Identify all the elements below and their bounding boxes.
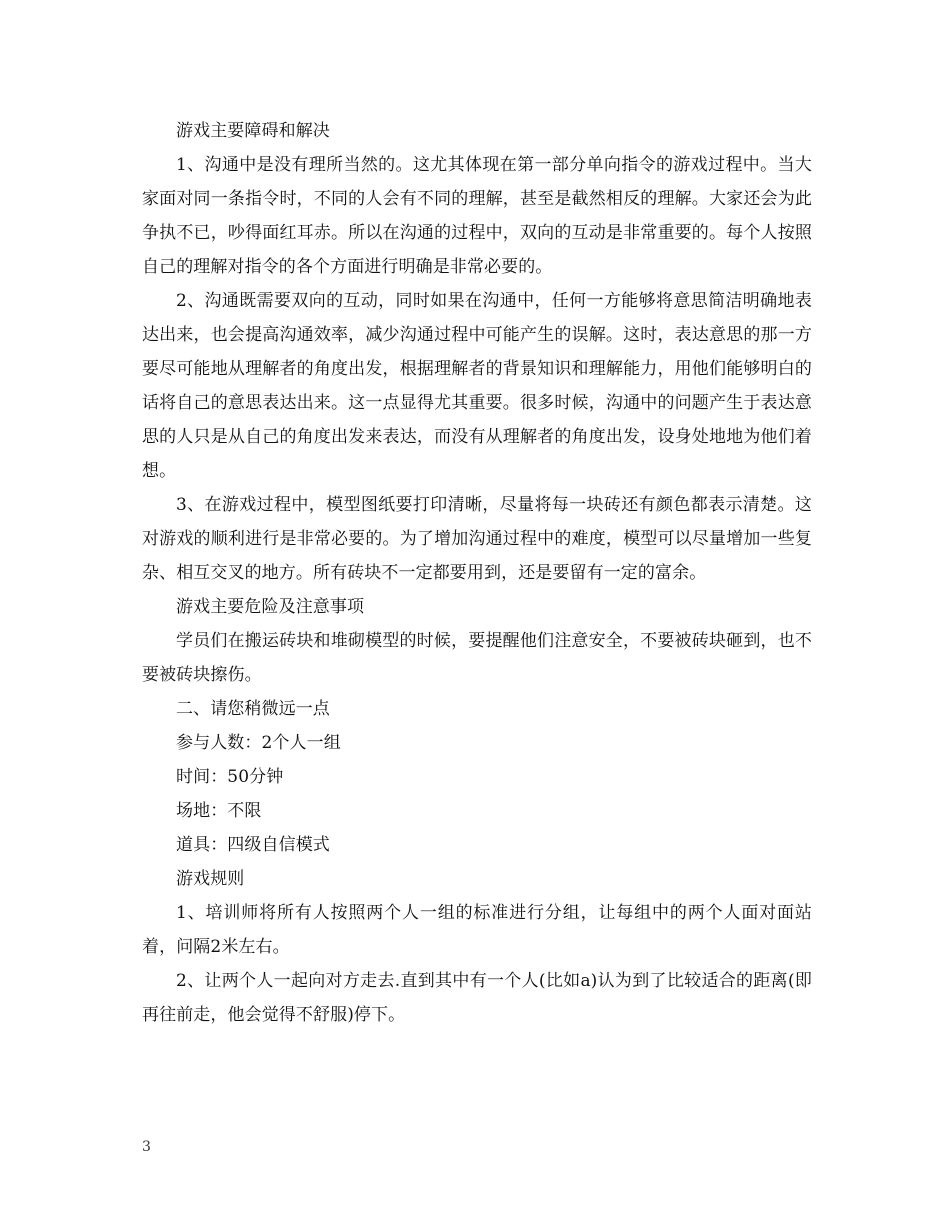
info-time: 时间：50分钟 xyxy=(176,767,284,787)
section-heading-rules: 游戏规则 xyxy=(176,869,245,889)
paragraph-point-1: 1、沟通中是没有理所当然的。这尤其体现在第一部分单向指令的游戏过程中。当大家面对同一条指令时，不同的人会有不同的理解，甚至是截然相反的理解。大家还会为此争执不已，吵得面红耳赤。所以在沟通的过程中，双向的互动是非常重要的。每个人按照自己的理解对指令的各个方面进行明确是非常必要的。 xyxy=(142,155,812,277)
paragraph-point-3: 3、在游戏过程中，模型图纸要打印清晰，尽量将每一块砖还有颜色都表示清楚。这对游戏的顺利进行是非常必要的。为了增加沟通过程中的难度，模型可以尽量增加一些复杂、相互交叉的地方。所有砖块不一定都要用到，还是要留有一定的富余。 xyxy=(142,495,812,583)
paragraph-safety: 学员们在搬运砖块和堆砌模型的时候，要提醒他们注意安全，不要被砖块砸到，也不要被砖块擦伤。 xyxy=(142,631,812,685)
section-heading-obstacles: 游戏主要障碍和解决 xyxy=(176,121,330,141)
info-participants: 参与人数：2个人一组 xyxy=(176,733,341,753)
page-number: 3 xyxy=(142,1139,151,1155)
info-props: 道具：四级自信模式 xyxy=(176,835,330,855)
info-venue: 场地：不限 xyxy=(176,801,262,821)
document-body xyxy=(142,114,812,1032)
paragraph-rule-1: 1、培训师将所有人按照两个人一组的标准进行分组，让每组中的两个人面对面站着，问隔2米左右。 xyxy=(142,903,812,957)
section-heading-game-two: 二、请您稍微远一点 xyxy=(176,699,330,719)
section-heading-risks: 游戏主要危险及注意事项 xyxy=(176,597,365,617)
paragraph-rule-2: 2、让两个人一起向对方走去.直到其中有一个人(比如a)认为到了比较适合的距离(即再往前走，他会觉得不舒服)停下。 xyxy=(142,971,812,1025)
paragraph-point-2: 2、沟通既需要双向的互动，同时如果在沟通中，任何一方能够将意思简洁明确地表达出来，也会提高沟通效率，减少沟通过程中可能产生的误解。这时，表达意思的那一方要尽可能地从理解者的角度出发，根据理解者的背景知识和理解能力，用他们能够明白的话将自己的意思表达出来。这一点显得尤其重要。很多时候，沟通中的问题产生于表达意思的人只是从自己的角度出发来表达，而没有从理解者的角度出发，设身处地地为他们着想。 xyxy=(142,291,812,481)
